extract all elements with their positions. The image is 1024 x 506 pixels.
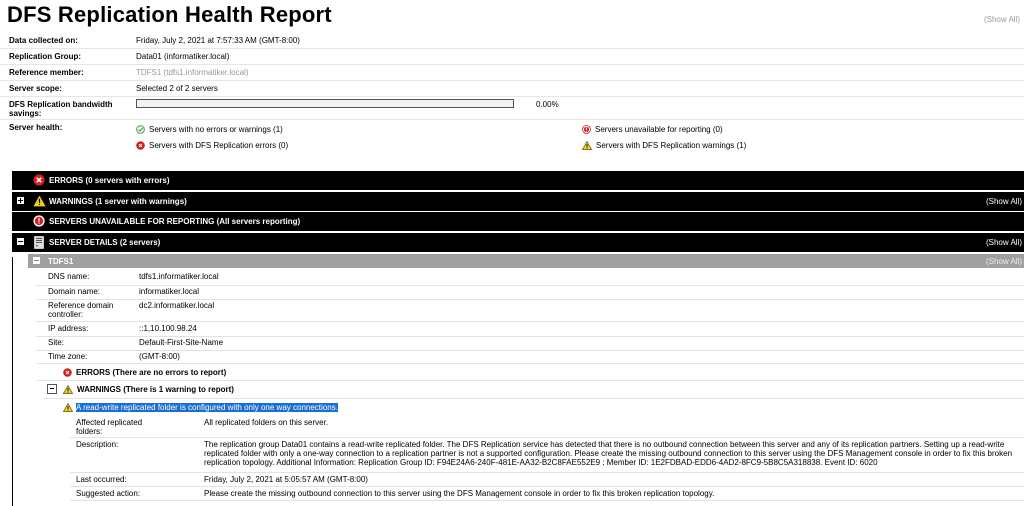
show-all-link[interactable]: (Show All): [985, 257, 1022, 266]
report-metadata: [0, 33, 1024, 165]
meta-row-health: [0, 120, 1024, 165]
detail-label: Site:: [48, 338, 65, 347]
detail-label: Suggested action:: [76, 489, 141, 498]
detail-label: IP address:: [48, 324, 89, 333]
meta-value: Selected 2 of 2 servers: [136, 84, 218, 93]
collapse-icon[interactable]: [47, 384, 57, 394]
meta-label: Server health:: [9, 123, 63, 132]
show-all-link[interactable]: (Show All): [985, 238, 1022, 247]
detail-label: Domain name:: [48, 287, 101, 296]
warning-row-affected: [70, 416, 1024, 438]
detail-value: Friday, July 2, 2021 at 5:05:57 AM (GMT-8:00): [204, 475, 368, 484]
warning-icon: [63, 385, 73, 394]
meta-value: TDFS1 (tdfs1.informatiker.local): [136, 68, 249, 77]
meta-label: Replication Group:: [9, 52, 81, 61]
health-unavailable-label: Servers unavailable for reporting (0): [595, 125, 723, 134]
detail-value: ::1,10.100.98.24: [139, 324, 197, 333]
detail-label: DNS name:: [48, 272, 90, 281]
warning-title-text: A read-write replicated folder is configured with only one way connections.: [76, 403, 338, 412]
section-divider: [12, 257, 13, 506]
server-row-timezone: [36, 350, 1024, 364]
health-ok-item: [136, 125, 283, 134]
meta-value: Friday, July 2, 2021 at 7:57:33 AM (GMT-8:00): [136, 36, 300, 45]
unavailable-section-label: SERVERS UNAVAILABLE FOR REPORTING (All servers reporting): [49, 217, 301, 226]
detail-label: Affected replicated folders:: [76, 418, 143, 436]
expand-icon[interactable]: [17, 197, 24, 204]
detail-label: Time zone:: [48, 352, 88, 361]
meta-row-reference: [0, 65, 1024, 81]
detail-label: Description:: [76, 440, 119, 449]
health-warnings-item: [582, 141, 746, 150]
report-title: DFS Replication Health Report: [7, 2, 332, 27]
server-details-section-label: SERVER DETAILS (2 servers): [49, 238, 161, 247]
server-row-site: [36, 336, 1024, 351]
meta-row-scope: [0, 81, 1024, 97]
warning-icon: [63, 403, 73, 412]
meta-label: Data collected on:: [9, 36, 78, 45]
unavailable-section-header[interactable]: [12, 212, 1024, 231]
show-all-link[interactable]: (Show All): [985, 197, 1022, 206]
health-ok-label: Servers with no errors or warnings (1): [149, 125, 283, 134]
bandwidth-progress-bar: [136, 99, 514, 108]
server-errors-label: ERRORS (There are no errors to report): [76, 368, 227, 377]
divider: [36, 380, 1024, 381]
detail-label: Reference domain controller:: [48, 301, 114, 319]
warnings-section-header[interactable]: [12, 192, 1024, 211]
server-errors-header: [63, 368, 226, 377]
warning-row-description: [70, 438, 1024, 473]
collapse-icon[interactable]: [33, 257, 40, 264]
warning-row-last-occurred: [70, 473, 1024, 487]
server-row-dns: [36, 270, 1024, 286]
errors-section-label: ERRORS (0 servers with errors): [49, 176, 170, 185]
meta-row-collected: [0, 33, 1024, 49]
server-warnings-label: WARNINGS (There is 1 warning to report): [77, 385, 234, 394]
check-icon: [136, 125, 145, 134]
warning-icon: [33, 195, 46, 207]
meta-value: Data01 (informatiker.local): [136, 52, 230, 61]
server-row-dc: [36, 299, 1024, 322]
unavailable-icon: [33, 215, 45, 227]
warnings-section-label: WARNINGS (1 server with warnings): [49, 197, 187, 206]
warning-row-action: [70, 487, 1024, 501]
warning-icon: [582, 141, 592, 150]
detail-value: informatiker.local: [139, 287, 200, 296]
detail-label: Last occurred:: [76, 475, 127, 484]
detail-value: Please create the missing outbound connection to this server using the DFS Management console in order to fix this broken replication topology.: [204, 489, 715, 498]
detail-value: (GMT-8:00): [139, 352, 180, 361]
health-errors-item: [136, 141, 288, 150]
warning-item-title[interactable]: [63, 403, 338, 412]
show-all-link[interactable]: (Show All): [983, 15, 1020, 24]
server-row-ip: [36, 322, 1024, 337]
error-icon: [63, 368, 72, 377]
server-row-domain: [36, 285, 1024, 300]
error-icon: [33, 174, 45, 186]
detail-value: dc2.informatiker.local: [139, 301, 215, 310]
meta-row-bandwidth: [0, 97, 1024, 120]
server-warnings-header[interactable]: [63, 385, 234, 394]
server-subheader[interactable]: [28, 254, 1024, 268]
detail-value: Default-First-Site-Name: [139, 338, 224, 347]
bandwidth-value: 0.00%: [536, 100, 559, 109]
server-icon: [33, 236, 45, 249]
server-name: TDFS1: [48, 257, 74, 266]
detail-value: tdfs1.informatiker.local: [139, 272, 219, 281]
errors-section-header[interactable]: [12, 171, 1024, 190]
health-unavailable-item: [582, 125, 723, 134]
detail-value: The replication group Data01 contains a read-write replicated folder. The DFS Replication service has detected that there is no outbound connection between this server and any of its replication partners. Setting up a read-write replicated folder with only a one-way connection to a replication partner is not a supported configuration. Please create the missing outbound connection to this server using the DFS Management console in order to fix this broken replication topology. Additional Information: Replication Group ID: F94E24A6-240F-481E-AA32-B2C8FAE552E9 ; Member ID: 1E2FDBAD-EDD6-4AD2-8FC9-5B8C5A318838. Event ID: 6020: [204, 440, 1013, 467]
meta-row-group: [0, 49, 1024, 65]
server-details-section-header[interactable]: [12, 233, 1024, 252]
health-errors-label: Servers with DFS Replication errors (0): [149, 141, 289, 150]
divider: [44, 398, 1024, 399]
collapse-icon[interactable]: [17, 238, 24, 245]
meta-label: Reference member:: [9, 68, 84, 77]
meta-label: DFS Replication bandwidth savings:: [9, 100, 113, 118]
detail-value: All replicated folders on this server.: [204, 418, 329, 427]
error-icon: [136, 141, 145, 150]
unavailable-icon: [582, 125, 591, 134]
health-warnings-label: Servers with DFS Replication warnings (1): [596, 141, 747, 150]
meta-label: Server scope:: [9, 84, 62, 93]
